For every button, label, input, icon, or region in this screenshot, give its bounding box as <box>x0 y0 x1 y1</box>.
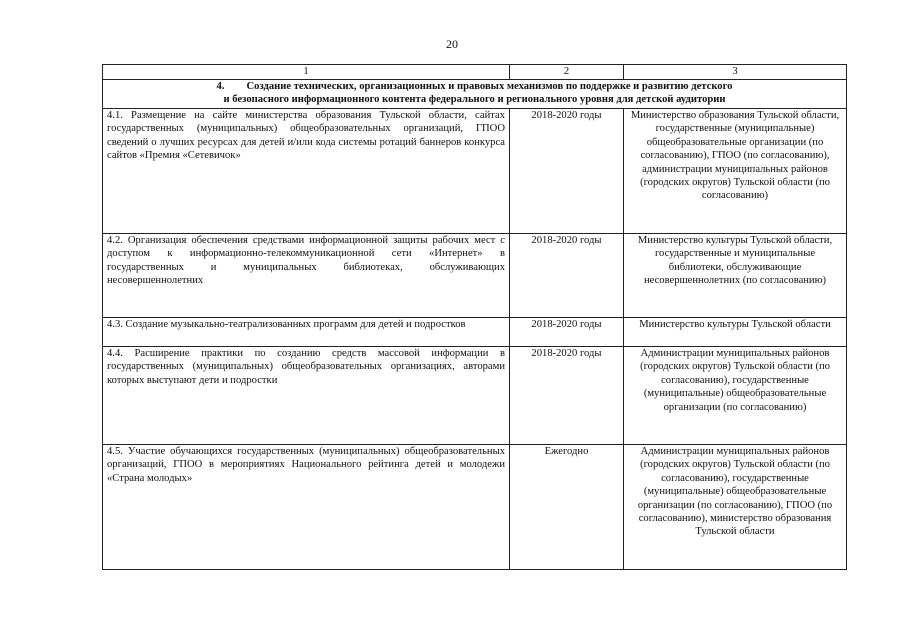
column-number-2: 2 <box>510 65 624 80</box>
period-cell: 2018-2020 годы <box>510 109 624 234</box>
table-row <box>103 234 847 318</box>
executor-cell: Министерство культуры Тульской области, государственные и муниципальные библиотеки, обслуживающие несовершеннолетних (по согласованию) <box>624 234 847 318</box>
activity-cell: 4.1. Размещение на сайте министерства образования Тульской области, сайтах государственных (муниципальных) общеобразовательных организаций, ГПОО сведений о лучших ресурсах для детей и/или кода системы ротаций баннеров конкурса сайтов «Премия «Сетевичок» <box>103 109 510 234</box>
section-title-line-1: Создание технических, организационных и правовых механизмов по поддержке и развитию детского <box>246 81 733 92</box>
action-plan-table <box>102 64 847 570</box>
period-cell: 2018-2020 годы <box>510 318 624 347</box>
section-heading-row <box>103 80 847 109</box>
column-number-3: 3 <box>624 65 847 80</box>
table-row <box>103 445 847 570</box>
period-cell: Ежегодно <box>510 445 624 570</box>
section-title-line-2: и безопасного информационного контента федерального и регионального уровня для детской аудитории <box>223 94 726 105</box>
table-row <box>103 318 847 347</box>
period-cell: 2018-2020 годы <box>510 234 624 318</box>
executor-cell: Администрации муниципальных районов (городских округов) Тульской области (по согласованию), государственные (муниципальные) общеобразовательные организации (по согласованию) <box>624 347 847 445</box>
table-row <box>103 109 847 234</box>
activity-cell: 4.2. Организация обеспечения средствами информационной защиты рабочих мест с доступом к информационно-телекоммуникационной сети «Интернет» в государственных и муниципальных библиотеках, обслуживающих несовершеннолетних <box>103 234 510 318</box>
activity-cell: 4.4. Расширение практики по созданию средств массовой информации в государственных (муниципальных) общеобразовательных организациях, авторами которых выступают дети и подростки <box>103 347 510 445</box>
executor-cell: Администрации муниципальных районов (городских округов) Тульской области (по согласованию), государственные (муниципальные) общеобразовательные организации (по согласованию), ГПОО (по согласованию), министерство образования Тульской области <box>624 445 847 570</box>
section-number: 4. <box>216 81 225 92</box>
activity-cell: 4.3. Создание музыкально-театрализованных программ для детей и подростков <box>103 318 510 347</box>
activity-cell: 4.5. Участие обучающихся государственных (муниципальных) общеобразовательных организаций, ГПОО в мероприятиях Национального рейтинга детей и молодежи «Страна молодых» <box>103 445 510 570</box>
page-number: 20 <box>446 37 458 51</box>
column-number-1: 1 <box>103 65 510 80</box>
column-number-row <box>103 65 847 80</box>
executor-cell: Министерство культуры Тульской области <box>624 318 847 347</box>
table-row <box>103 347 847 445</box>
executor-cell: Министерство образования Тульской области, государственные (муниципальные) общеобразовательные организации (по согласованию), ГПОО (по согласованию), администрации муниципальных районов (городских округов) Тульской области (по согласованию) <box>624 109 847 234</box>
section-heading <box>103 80 847 109</box>
period-cell: 2018-2020 годы <box>510 347 624 445</box>
